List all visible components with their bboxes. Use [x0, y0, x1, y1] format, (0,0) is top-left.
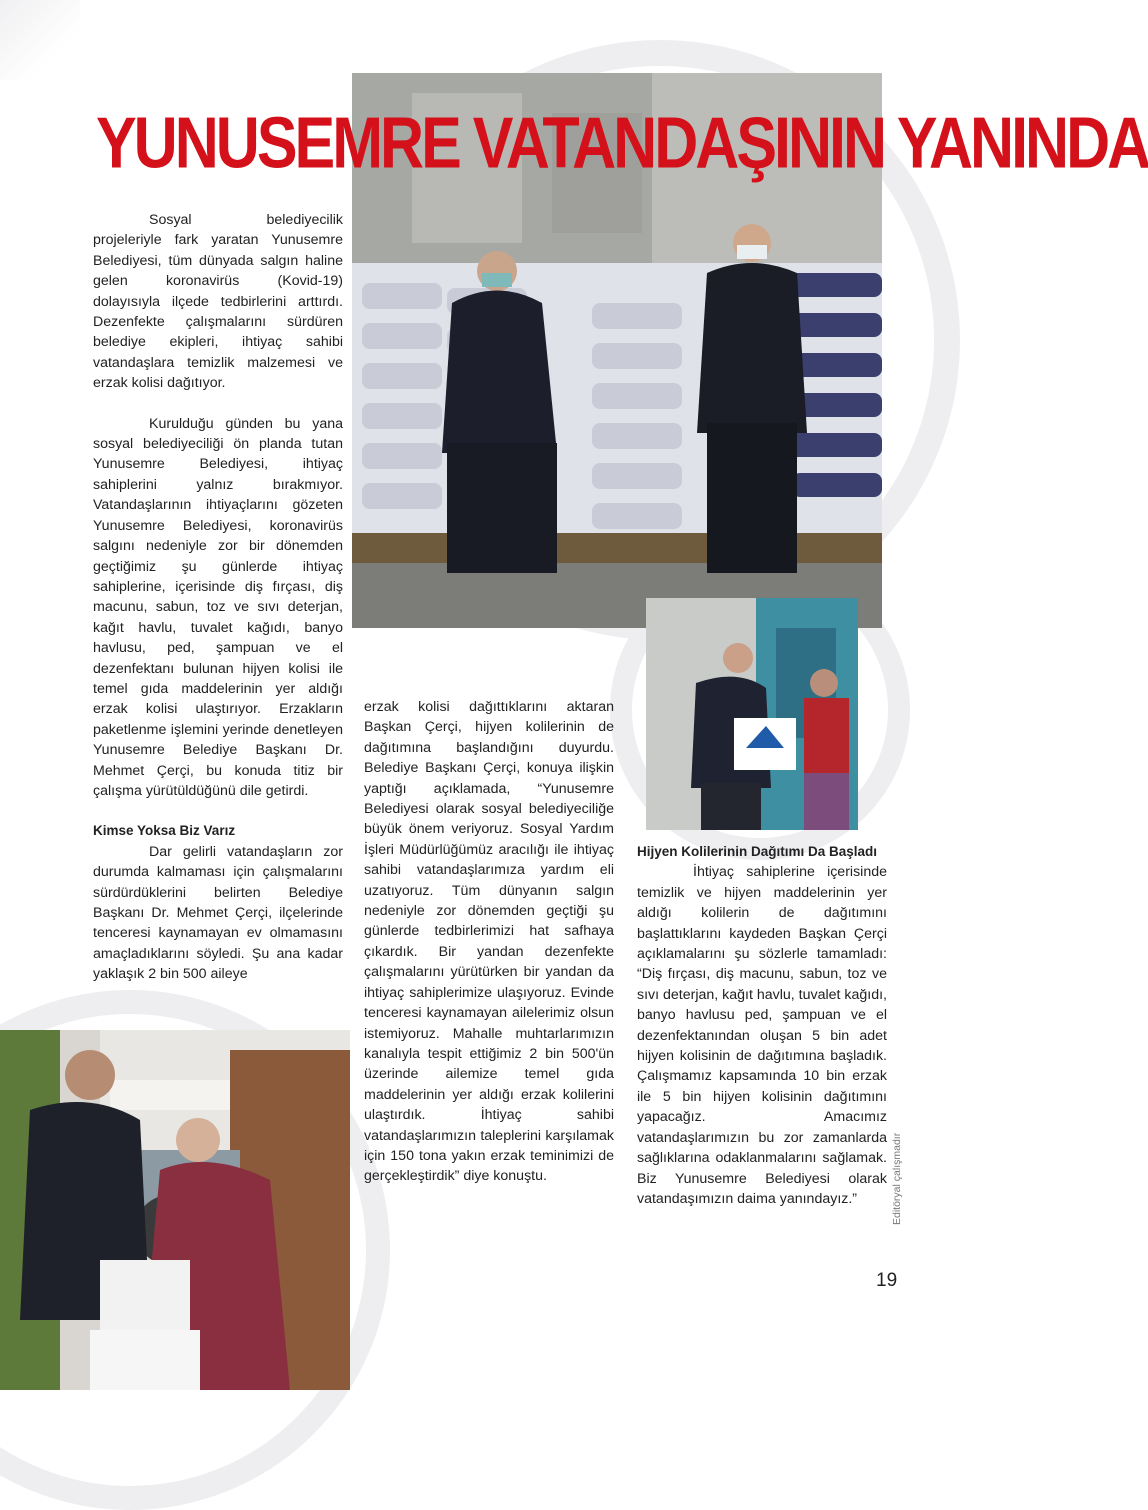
paragraph: Sosyal belediyecilik projeleriyle fark yaratan Yunusemre Belediyesi, tüm dünyada salgın haline gelen koronavirüs (Kovid-19) dolayısıyla ilçede tedbirlerini arttırdı. Dezenfekte çalışmalarını sürdüren belediye ekipleri, ihtiyaç sahibi vatandaşlara temizlik malzemesi ve erzak kolisi dağıtıyor.: [93, 212, 343, 392]
paragraph: Kurulduğu günden bu yana sosyal belediyeciliği ön planda tutan Yunusemre Belediyesi, ihtiyaç sahiplerini yalnız bırakmıyor. Vatandaşlarının ihtiyaçlarını gözeten Yunusemre Belediyesi, koronavirüs salgını nedeniyle zor bir dönemden geçtiğimiz şu günlerde ihtiyaç sahiplerine, içerisinde diş fırçası, diş macunu, sabun, toz ve sıvı deterjan, kağıt havlu, tuvalet kağıdı, banyo havlusu, ped, şampuan ve el dezenfektanı bulunan hijyen kolisi ile temel gıda maddelerinin yer aldığı erzak kolisi ulaştırıyor. Erzakların paketlenme işlemini yerinde denetleyen Yunusemre Belediye Başkanı Dr. Mehmet Çerçi, bu konuda titiz bir çalışma yürütüldüğünü dile getirdi.: [93, 415, 343, 799]
paragraph: Dar gelirli vatandaşların zor durumda kalmaması için çalışmalarını sürdürdüklerini belirten Belediye Başkanı Dr. Mehmet Çerçi, ilçelerinde tenceresi kaynamayan ev olmamasını amaçladıklarını söyledi. Şu ana kadar yaklaşık 2 bin 500 aileye: [93, 843, 343, 983]
subheading: Kimse Yoksa Biz Varız: [93, 823, 236, 839]
page-number: 19: [876, 1270, 898, 1291]
photo-box-delivery: [646, 598, 858, 830]
page-title: YUNUSEMRE VATANDAŞININ YANINDA: [96, 102, 1148, 183]
paragraph: İhtiyaç sahiplerine içerisinde temizlik ve hijyen maddelerinin yer aldığı kolilerin de dağıtımını başlattıklarını kaydeden Başkan Çerçi açıklamalarını şu sözlerle tamamladı: “Diş fırçası, diş macunu, sabun, toz ve sıvı deterjan, kağıt havlu, tuvalet kağıdı, banyo havlusu ped, şampuan ve el dezenfektanından oluşan 5 bin adet hijyen kolisinin de dağıtımına başladık. Çalışmamız kapsamında 10 bin erzak ile 5 bin hijyen kolisinin dağıtımını yapacağız. Amacımız vatandaşlarımızın bu zor zamanlarda sağlıklarına odaklanmalarını sağlamak. Biz Yunusemre Belediyesi olarak vatandaşımızın daima yanındayız.”: [637, 864, 887, 1207]
corner-shade: [0, 0, 80, 80]
text-column-1: [93, 210, 343, 985]
subheading: Hijyen Kolilerinin Dağıtımı Da Başladı: [637, 844, 878, 859]
editorial-label: Editöryal çalışmadır: [891, 1132, 903, 1225]
photo-aid-distribution: [0, 1030, 350, 1390]
text-column-2: [364, 697, 614, 1187]
text-column-3: [637, 842, 887, 1209]
paragraph: erzak kolisi dağıttıklarını aktaran Başkan Çerçi, hijyen kolilerinin de dağıtımına başlandığını duyurdu. Belediye Başkanı Çerçi, konuya ilişkin yaptığı açıklamada, “Yunusemre Belediyesi olarak sosyal belediyeciliğe büyük önem veriyoruz. Sosyal Yardım İşleri Müdürlüğümüz aracılığı ile ihtiyaç sahibi vatandaşlarımıza yardım eli uzatıyoruz. Tüm dünyanın salgın nedeniyle zor dönemden geçtiği şu günlerde tedbirlerimizi hat safhaya çıkardık. Bir yandan dezenfekte çalışmalarını yürütürken bir yandan da ihtiyaç sahiplerimize ulaşıyoruz. Evinde tenceresi kaynamayan ailelerimiz olsun istemiyoruz. Mahalle muhtarlarımızın kanalıyla tespit ettiğimiz 2 bin 500'ün üzerinde ailemize temel gıda maddelerinin yer aldığı erzak kolilerini ulaştırdık. İhtiyaç sahibi vatandaşlarımızın taleplerini karşılamak için 150 tona yakın erzak teminimizi de gerçekleştirdik” diye konuştu.: [364, 699, 614, 1185]
